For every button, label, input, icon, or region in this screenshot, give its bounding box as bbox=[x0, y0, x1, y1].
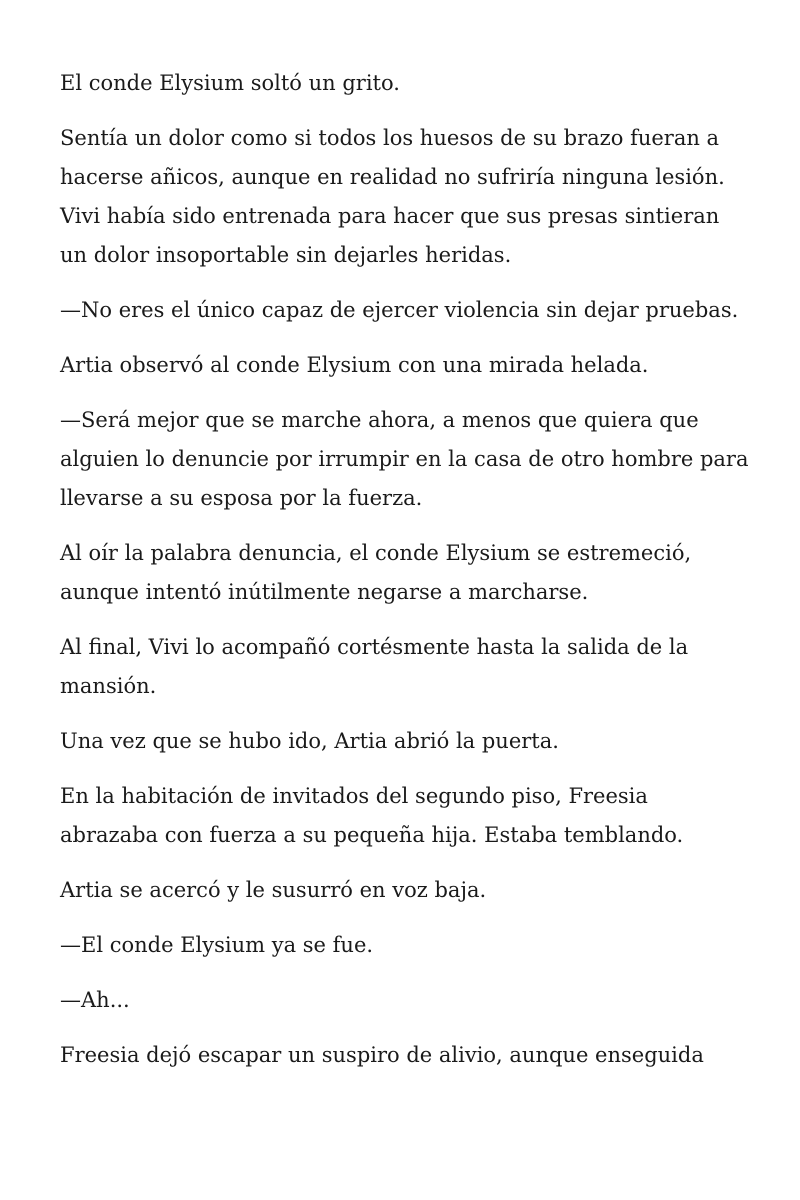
paragraph: Al oír la palabra denuncia, el conde Elysium se estremeció, aunque intentó inútilmente negarse a marcharse. bbox=[60, 541, 692, 604]
paragraph: El conde Elysium soltó un grito. bbox=[60, 71, 400, 95]
paragraph: Sentía un dolor como si todos los huesos de su brazo fueran a hacerse añicos, aunque en realidad no sufriría ninguna lesión. Vivi había sido entrenada para hacer que sus presas sintieran un dolor insoportable sin dejarles heridas. bbox=[60, 126, 725, 267]
paragraph: Artia observó al conde Elysium con una mirada helada. bbox=[60, 353, 649, 377]
reading-page bbox=[60, 64, 750, 1091]
paragraph: —No eres el único capaz de ejercer violencia sin dejar pruebas. bbox=[60, 298, 739, 322]
paragraph: Artia se acercó y le susurró en voz baja. bbox=[60, 878, 487, 902]
paragraph: —El conde Elysium ya se fue. bbox=[60, 933, 374, 957]
paragraph: —Será mejor que se marche ahora, a menos que quiera que alguien lo denuncie por irrumpir en la casa de otro hombre para llevarse a su esposa por la fuerza. bbox=[60, 408, 749, 510]
paragraph: —Ah... bbox=[60, 988, 130, 1012]
paragraph: Una vez que se hubo ido, Artia abrió la puerta. bbox=[60, 729, 559, 753]
paragraph: En la habitación de invitados del segundo piso, Freesia abrazaba con fuerza a su pequeña hija. Estaba temblando. bbox=[60, 784, 684, 847]
paragraph: Freesia dejó escapar un suspiro de alivio, aunque enseguida bbox=[60, 1043, 704, 1067]
paragraph: Al final, Vivi lo acompañó cortésmente hasta la salida de la mansión. bbox=[60, 635, 689, 698]
